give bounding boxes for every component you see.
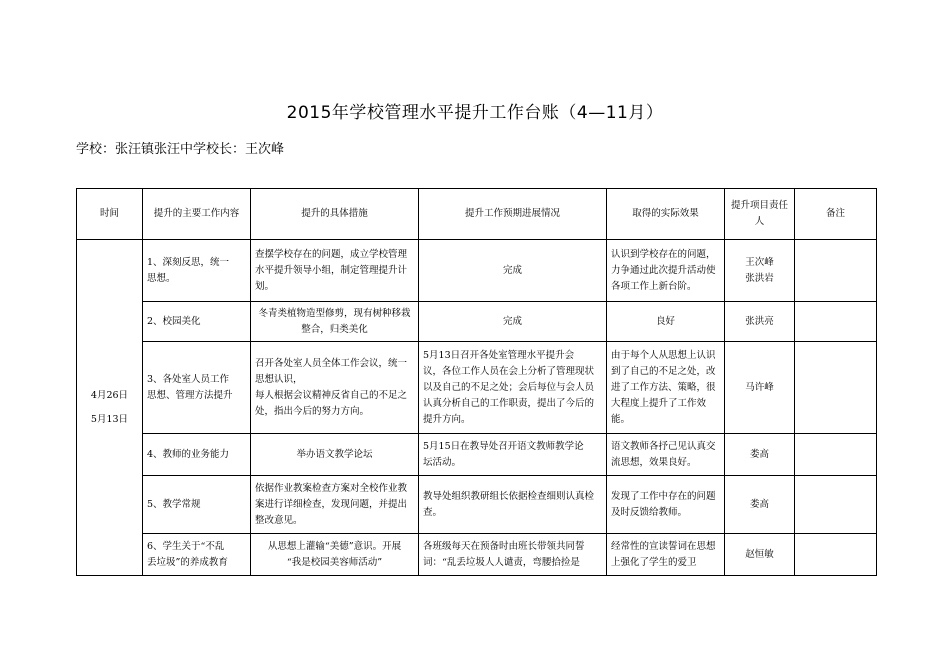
cell-progress: 完成 [419, 240, 607, 302]
cell-progress: 5月13日召开各处室管理水平提升会 议，各位工作人员在会上分析了管理现状 以及自己的不足之处；会后每位与会人员 认真分析自己的工作职责，提出了今后的 提升方向。 [419, 342, 607, 434]
cell-owner: 张洪亮 [725, 302, 795, 342]
cell-measures: 从思想上灌输“美德”意识。开展 “我是校园美容师活动” [251, 534, 419, 576]
cell-effect: 认识到学校存在的问题， 力争通过此次提升活动使 各项工作上新台阶。 [607, 240, 725, 302]
cell-note [795, 476, 877, 534]
cell-note [795, 342, 877, 434]
table-header-row [77, 189, 877, 240]
cell-measures: 依据作业教案检查方案对全校作业教 案进行详细检查，发现问题，并提出 整改意见。 [251, 476, 419, 534]
cell-note [795, 434, 877, 476]
cell-owner: 王次峰 张洪岩 [725, 240, 795, 302]
cell-content: 2、校园美化 [143, 302, 251, 342]
cell-owner: 娄高 [725, 476, 795, 534]
cell-note [795, 240, 877, 302]
cell-effect: 经常性的宣读誓词在思想 上强化了学生的爱卫 [607, 534, 725, 576]
cell-content: 6、学生关于“不乱 丢垃圾”的养成教育 [143, 534, 251, 576]
cell-measures: 召开各处室人员全体工作会议，统一 思想认识， 每人根据会议精神反省自己的不足之 处，指出今后的努力方向。 [251, 342, 419, 434]
cell-effect: 语文教师各抒己见认真交 流思想，效果良好。 [607, 434, 725, 476]
document-title: 2015年学校管理水平提升工作台账（4—11月） [286, 103, 664, 123]
cell-content: 1、深刻反思，统一 思想。 [143, 240, 251, 302]
header-expected-progress: 提升工作预期进展情况 [419, 189, 607, 240]
school-info-line: 学校：张汪镇张汪中学校长：王次峰 [76, 142, 285, 157]
time-start: 4月26日 [90, 389, 129, 401]
cell-content: 3、各处室人员工作 思想、管理方法提升 [143, 342, 251, 434]
cell-content: 4、教师的业务能力 [143, 434, 251, 476]
cell-owner: 赵恒敏 [725, 534, 795, 576]
cell-effect: 良好 [607, 302, 725, 342]
cell-measures: 冬青类植物造型修剪，现有树种移栽 整合，归类美化 [251, 302, 419, 342]
table-row [77, 342, 877, 434]
header-responsible-person: 提升项目责任 人 [725, 189, 795, 240]
cell-measures: 举办语文教学论坛 [251, 434, 419, 476]
cell-content: 5、教学常规 [143, 476, 251, 534]
cell-progress: 完成 [419, 302, 607, 342]
header-time: 时间 [77, 189, 143, 240]
header-remarks: 备注 [795, 189, 877, 240]
cell-owner: 娄高 [725, 434, 795, 476]
table-row [77, 434, 877, 476]
header-main-content: 提升的主要工作内容 [143, 189, 251, 240]
table-row [77, 534, 877, 576]
time-period-cell [77, 240, 143, 576]
ledger-table [76, 188, 877, 576]
cell-effect: 由于每个人从思想上认识 到了自己的不足之处，改 进了工作方法、策略，很 大程度上提升了工作效 能。 [607, 342, 725, 434]
table-row [77, 476, 877, 534]
cell-owner: 马许峰 [725, 342, 795, 434]
cell-measures: 查摆学校存在的问题，成立学校管理 水平提升领导小组，制定管理提升计 划。 [251, 240, 419, 302]
header-specific-measures: 提升的具体措施 [251, 189, 419, 240]
table-row [77, 240, 877, 302]
cell-note [795, 302, 877, 342]
time-end: 5月13日 [90, 413, 129, 425]
cell-effect: 发现了工作中存在的问题 及时反馈给教师。 [607, 476, 725, 534]
header-actual-effect: 取得的实际效果 [607, 189, 725, 240]
table-row [77, 302, 877, 342]
cell-progress: 教导处组织教研组长依据检查细则认真检 查。 [419, 476, 607, 534]
cell-progress: 5月15日在教导处召开语文教师教学论 坛活动。 [419, 434, 607, 476]
cell-note [795, 534, 877, 576]
cell-progress: 各班级每天在预备时由班长带领共同誓 词：“乱丢垃圾人人谴责，弯腰拾捡是 [419, 534, 607, 576]
